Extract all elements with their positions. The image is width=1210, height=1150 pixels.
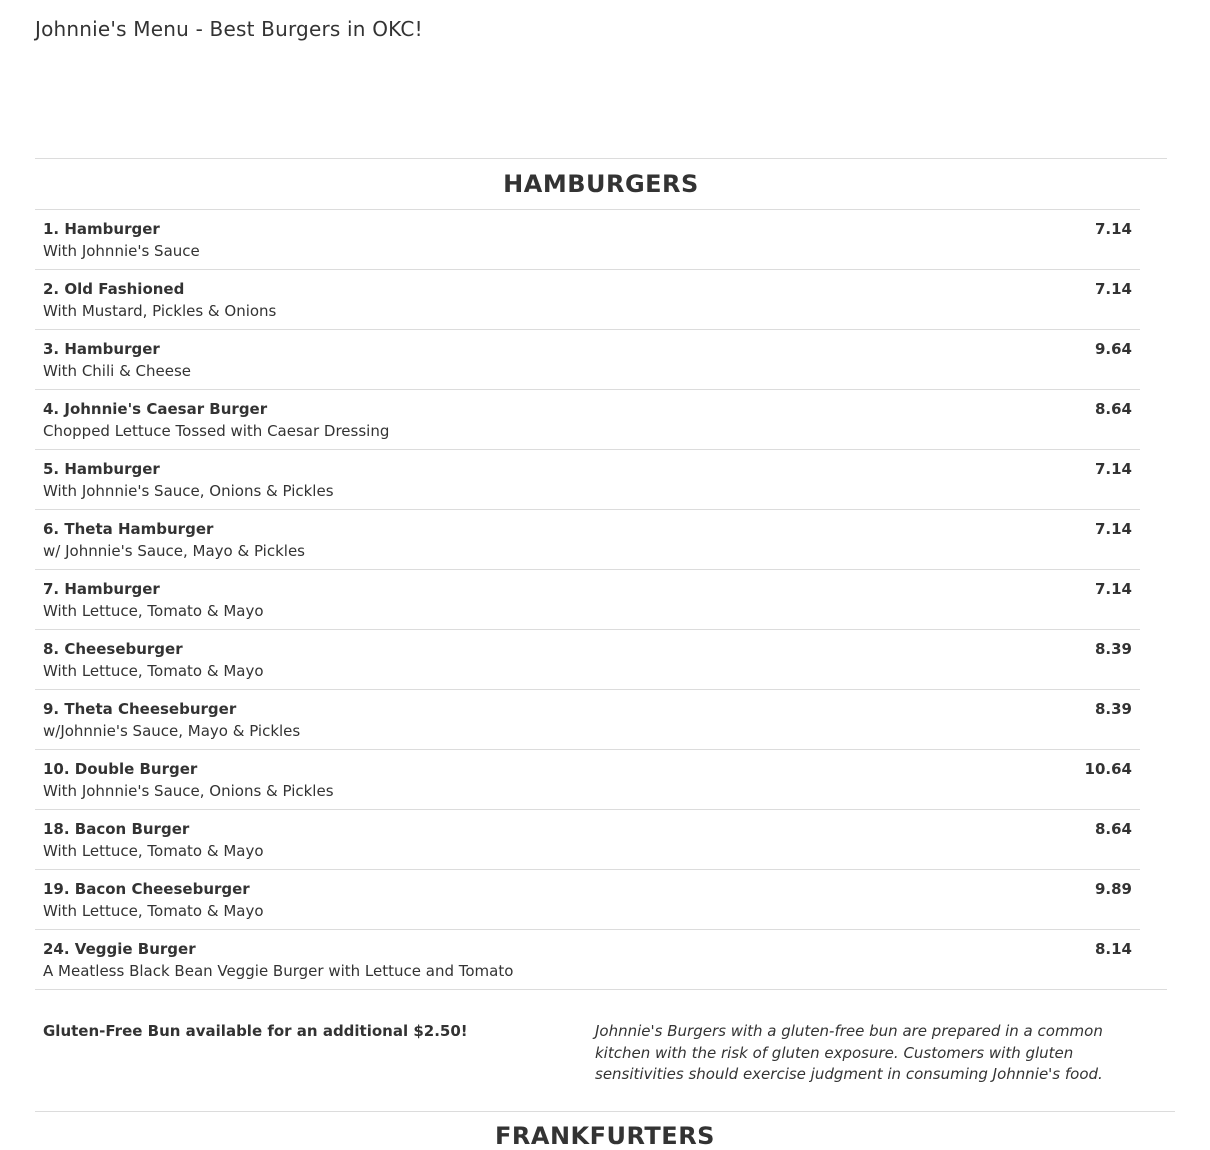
menu-item-price: 7.14 — [1094, 580, 1132, 598]
menu-item-price: 8.64 — [1094, 400, 1132, 418]
menu-item-price: 7.14 — [1094, 280, 1132, 298]
menu-item-description: With Lettuce, Tomato & Mayo — [43, 842, 264, 860]
menu-item-price: 8.64 — [1094, 820, 1132, 838]
menu-item-description: A Meatless Black Bean Veggie Burger with Lettuce and Tomato — [43, 962, 514, 980]
menu-item-description: w/ Johnnie's Sauce, Mayo & Pickles — [43, 542, 305, 560]
menu-item — [35, 929, 1140, 989]
gluten-free-disclaimer: Johnnie's Burgers with a gluten-free bun are prepared in a common kitchen with the risk of gluten exposure. Customers with gluten sensitivities should exercise judgment in consuming Johnnie's food. — [595, 1022, 1103, 1083]
gluten-free-notes — [35, 990, 1167, 1113]
section-heading-frankfurters: FRANKFURTERS — [495, 1122, 715, 1150]
menu-item-name: 19. Bacon Cheeseburger — [43, 880, 250, 898]
menu-item — [35, 329, 1140, 389]
menu-item-price: 8.39 — [1094, 640, 1132, 658]
page-title: Johnnie's Menu - Best Burgers in OKC! — [35, 17, 423, 41]
menu-item-price: 9.64 — [1094, 340, 1132, 358]
menu-item-name: 24. Veggie Burger — [43, 940, 196, 958]
menu-item-name: 9. Theta Cheeseburger — [43, 700, 237, 718]
menu-item — [35, 869, 1140, 929]
menu-item-price: 8.39 — [1094, 700, 1132, 718]
menu-item-description: With Johnnie's Sauce, Onions & Pickles — [43, 782, 334, 800]
menu-item-description: With Johnnie's Sauce, Onions & Pickles — [43, 482, 334, 500]
menu-item-name: 2. Old Fashioned — [43, 280, 185, 298]
menu-item-price: 7.14 — [1094, 220, 1132, 238]
menu-item — [35, 209, 1140, 269]
menu-item — [35, 749, 1140, 809]
menu-item — [35, 509, 1140, 569]
menu-item — [35, 389, 1140, 449]
menu-item-description: Chopped Lettuce Tossed with Caesar Dressing — [43, 422, 390, 440]
menu-item — [35, 269, 1140, 329]
gluten-free-note: Gluten-Free Bun available for an additional $2.50! — [43, 1022, 468, 1040]
menu-item-price: 8.14 — [1094, 940, 1132, 958]
hamburgers-section — [35, 158, 1167, 1113]
menu-item-name: 18. Bacon Burger — [43, 820, 190, 838]
menu-item-price: 10.64 — [1084, 760, 1132, 778]
menu-item-name: 8. Cheeseburger — [43, 640, 183, 658]
menu-item-description: With Lettuce, Tomato & Mayo — [43, 662, 264, 680]
menu-item-description: With Lettuce, Tomato & Mayo — [43, 902, 264, 920]
menu-item — [35, 449, 1140, 509]
menu-item — [35, 809, 1140, 869]
menu-item-description: With Johnnie's Sauce — [43, 242, 200, 260]
section-heading-hamburgers: HAMBURGERS — [503, 170, 699, 198]
menu-item-name: 10. Double Burger — [43, 760, 198, 778]
menu-item-name: 3. Hamburger — [43, 340, 160, 358]
frankfurters-section — [35, 1111, 1175, 1150]
menu-item-description: With Chili & Cheese — [43, 362, 192, 380]
menu-item-description: w/Johnnie's Sauce, Mayo & Pickles — [43, 722, 301, 740]
menu-item-name: 4. Johnnie's Caesar Burger — [43, 400, 268, 418]
menu-item-name: 7. Hamburger — [43, 580, 160, 598]
menu-item — [35, 569, 1140, 629]
menu-item-price: 7.14 — [1094, 520, 1132, 538]
menu-item-name: 6. Theta Hamburger — [43, 520, 214, 538]
menu-item-list — [35, 209, 1140, 989]
menu-item — [35, 689, 1140, 749]
menu-item — [35, 629, 1140, 689]
menu-item-price: 7.14 — [1094, 460, 1132, 478]
menu-item-name: 5. Hamburger — [43, 460, 160, 478]
menu-item-price: 9.89 — [1094, 880, 1132, 898]
menu-item-name: 1. Hamburger — [43, 220, 160, 238]
menu-item-description: With Lettuce, Tomato & Mayo — [43, 602, 264, 620]
menu-item-description: With Mustard, Pickles & Onions — [43, 302, 277, 320]
